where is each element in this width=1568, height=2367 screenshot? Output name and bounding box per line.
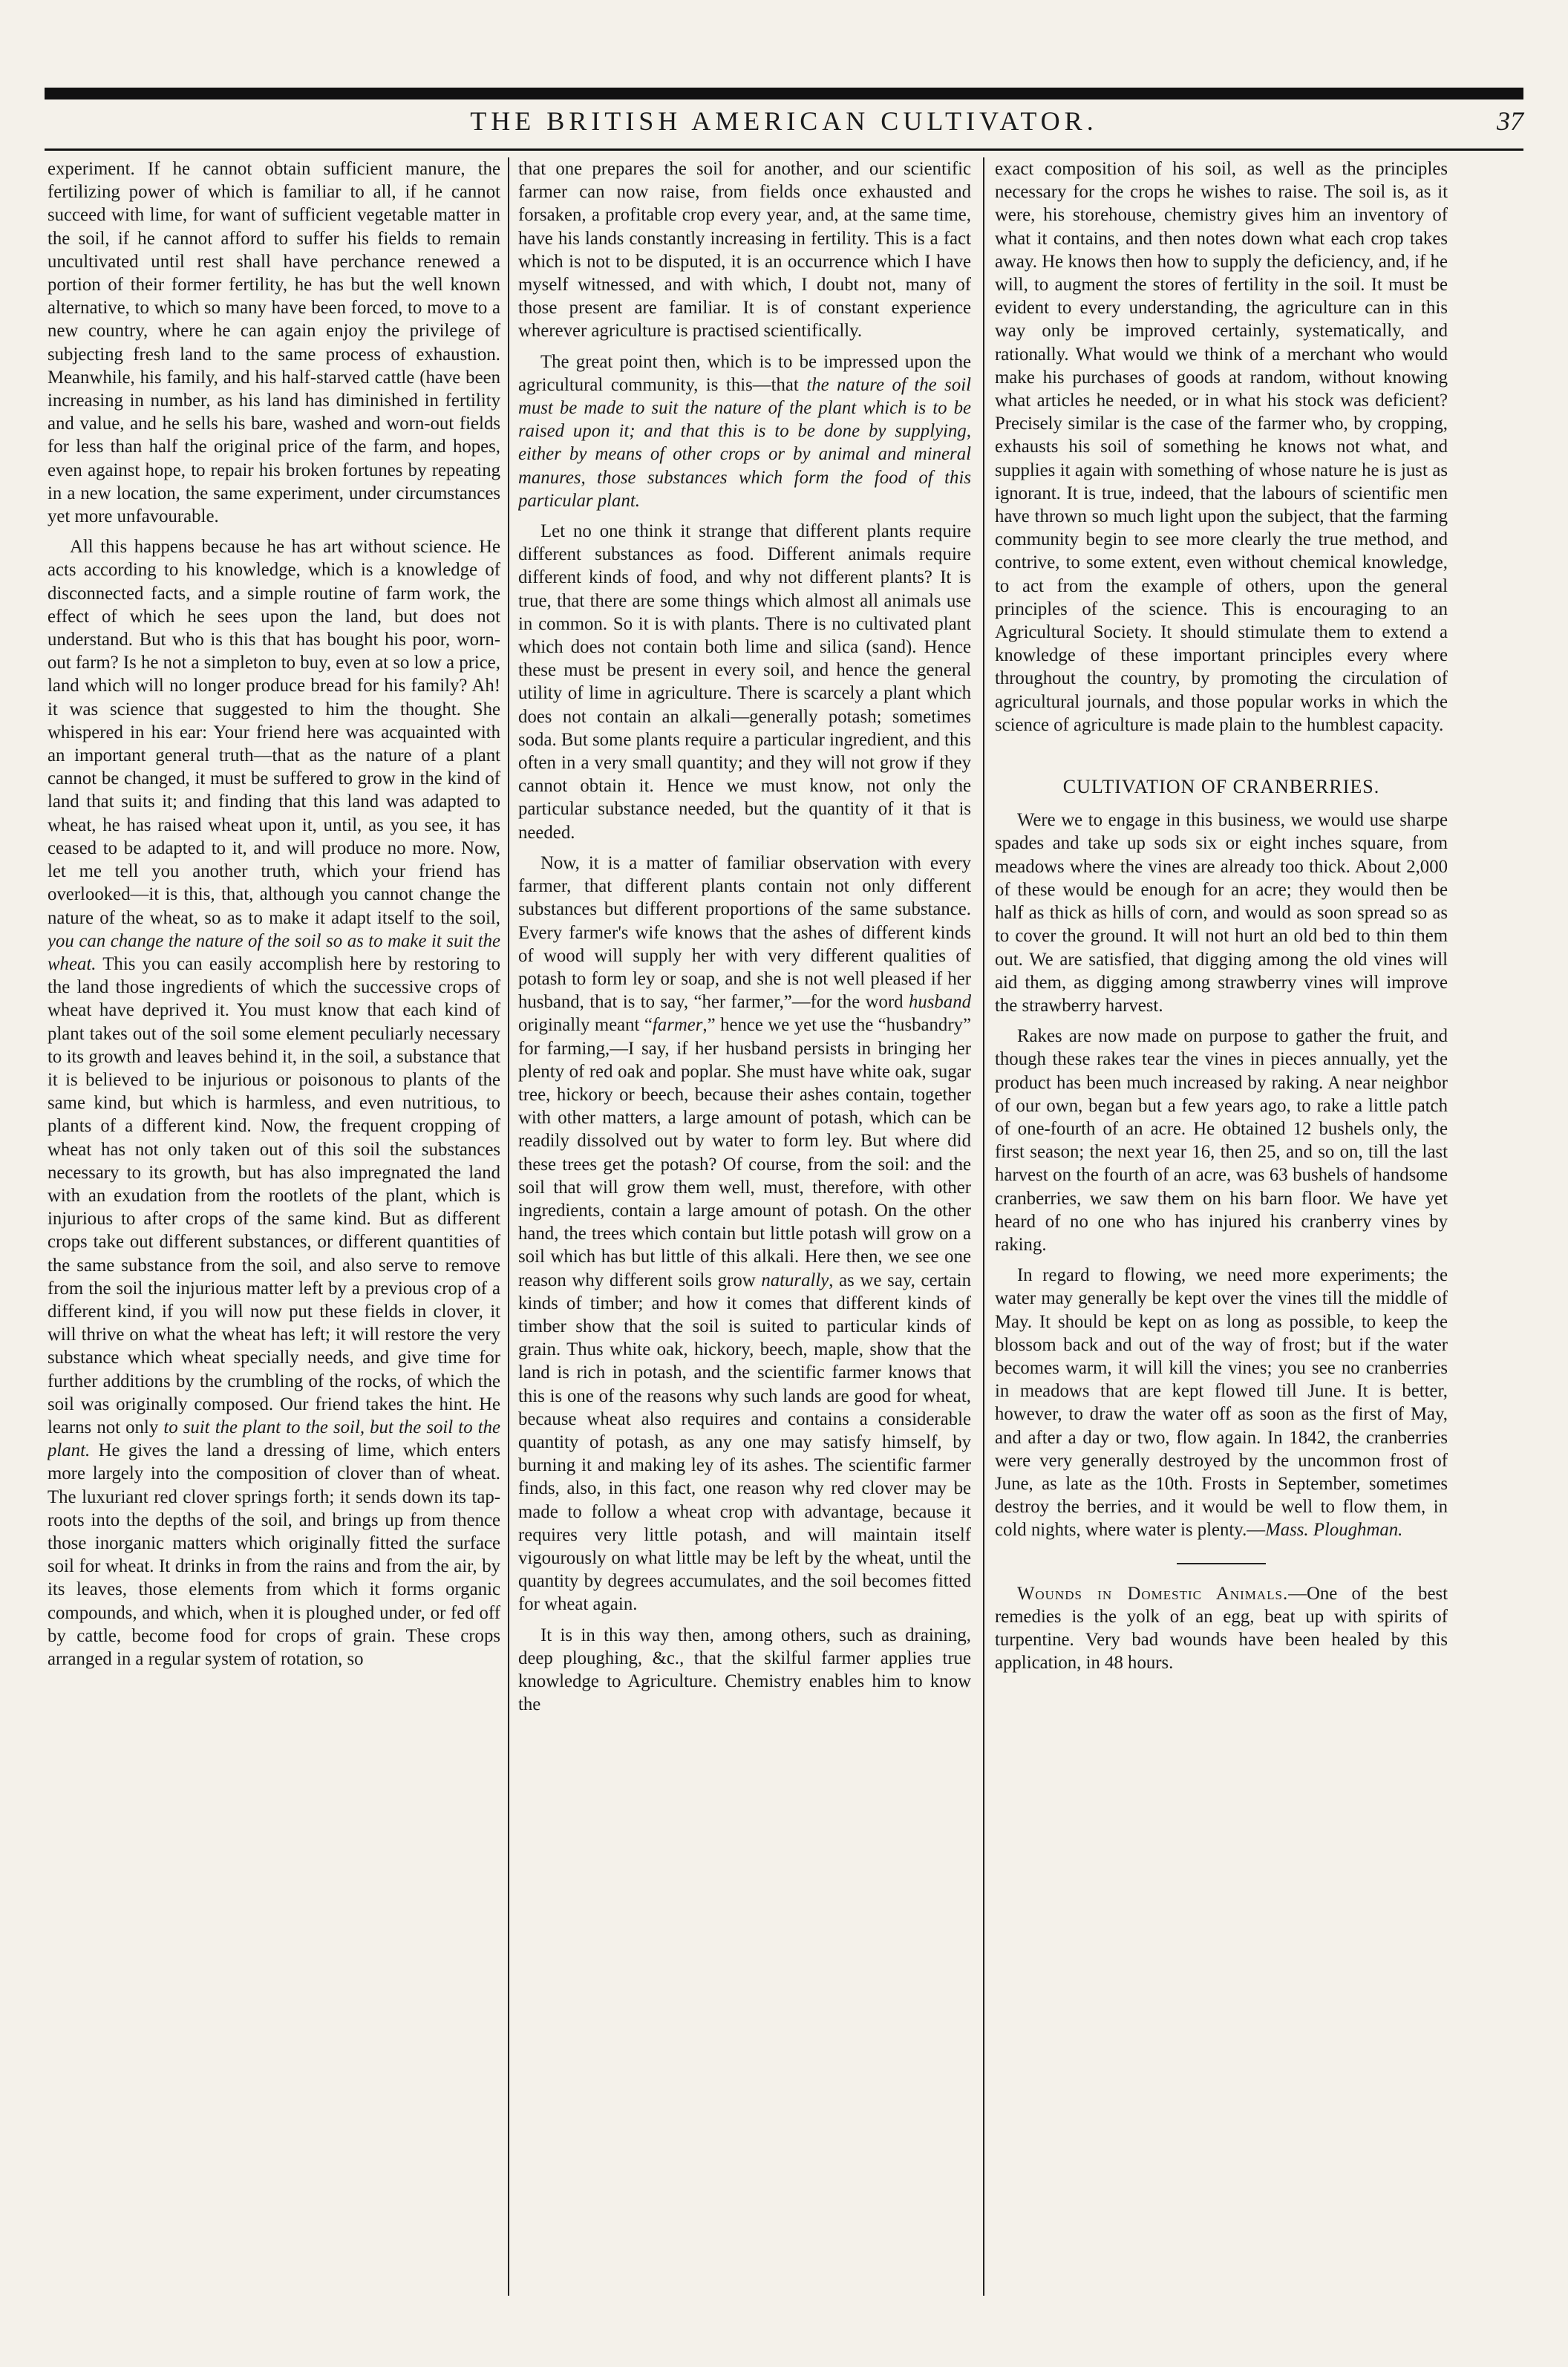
page-number: 37 (1497, 106, 1523, 136)
paragraph (995, 1264, 1448, 1541)
text-run: Now, it is a matter of familiar observation with every farmer, that different plants contain not only different substances but different proportions of the same substance. Every farmer's wife knows that the ashes of different kinds of wood will supply her with very different qualities of potash to form ley or soap, and she is not well pleased if her husband, that is to say, “her farmer,”—for the word (518, 852, 971, 1013)
column-1 (48, 157, 500, 2325)
paragraph (518, 350, 971, 512)
text-run: ,” hence we yet use the “husbandry” for farming,—I say, if her husband persists in bringing her plenty of red oak and poplar. She must have white oak, sugar tree, hickory or beech, because their ashes contain, together with other matters, a large amount of potash, which can be readily dissolved out by water to form ley. But where did these trees get the potash? Of course, from the soil: and the soil that will grow them well, must, therefore, with other ingredients, contain a large amount of potash. On the other hand, the trees which contain but little potash will grow on a soil which has but little of this alkali. Here then, we see one reason why different soils grow (518, 1015, 971, 1290)
paragraph: Let no one think it strange that different plants require different substances as food. Different animals require different kinds of food, and why not different plants? It is true, that there are some things which almost all animals use in common. So it is with plants. There is no cultivated plant which does not contain both lime and silica (sand). Hence these must be present in every soil, and hence the general utility of lime in agriculture. There is scarcely a plant which does not contain an alkali—generally potash; sometimes soda. But some plants require a particular ingredient, and this often in a very small quantity; and they will not grow if they cannot obtain it. Hence we must know, not only the particular substance needed, but the quantity of it that is needed. (518, 521, 971, 843)
column-2 (518, 157, 971, 2325)
section-heading: CULTIVATION OF CRANBERRIES. (1062, 776, 1380, 798)
paragraph (48, 535, 500, 1671)
italic-run: naturally (761, 1270, 829, 1290)
header-rule (45, 148, 1523, 151)
italic-run: the nature of the soil must be made to suit the nature of the plant which is to be raised upon it; and that this is to be done by supplying, either by means of other crops or by animal and mineral manures, those substances which form the food of this particular plant. (518, 374, 971, 511)
source-credit: Mass. Ploughman. (1265, 1520, 1403, 1541)
text-run: The great point then, which is to be impressed upon the agricultural community, is this—that (518, 351, 971, 395)
journal-title: THE BRITISH AMERICAN CULTIVATOR. (470, 106, 1098, 136)
page-header (45, 105, 1523, 150)
column-3 (995, 157, 1448, 2325)
text-run: This you can easily accomplish here by restoring to the land those ingredients of which the successive crops of wheat have deprived it. You must know that each kind of plant takes out of the soil some element peculiarly necessary to its growth and leaves behind it, in the soil, a substance that it is believed to be injurious or poisonous to plants of the same kind, but which is harmless, and even nutritious, to plants of a different kind. Now, the frequent cropping of wheat has not only taken out of this soil the substances necessary to its growth, but has also impregnated the land with an exudation from the rootlets of the plant, which is injurious to after crops of the same kind. But as different crops take out different substances, or different quantities of the same substance from the soil, and also serve to remove from the soil the injurious matter left by a previous crop of a different kind, if you will now put these fields in clover, it will thrive on what the wheat has left; it will restore the very substance which wheat specially needs, and give time for further additions by the crumbling of the rocks, of which the soil was originally composed. Our friend takes the hint. He learns not only (48, 953, 500, 1437)
section-rule (1177, 1563, 1266, 1564)
text-run: In regard to flowing, we need more experiments; the water may generally be kept over the vines till the middle of May. It should be kept on as long as possible, to keep the blossom back and out of the way of frost; but if the water becomes warm, it will kill the vines; you see no cranberries in meadows that are kept flowed till June. It is better, however, to draw the water off as soon as the first of May, and after a day or two, flow again. In 1842, the cranberries were very generally destroyed by the uncommon frost of June, as late as the 10th. Frosts in September, sometimes destroy the berries, and it would be well to flow them, in cold nights, where water is plenty.— (995, 1265, 1448, 1541)
text-run: He gives the land a dressing of lime, which enters more largely into the composition of clover than of wheat. The luxuriant red clover springs forth; it sends down its tap-roots into the depths of the soil, and brings up from thence those inorganic matters which originally fitted the surface soil for wheat. It drinks in from the rains and from the air, by its leaves, those elements from which it forms organic compounds, and which, when it is ploughed under, or fed off by cattle, become food for crops of grain. These crops arranged in a regular system of rotation, so (48, 1440, 500, 1669)
column-divider (508, 157, 509, 2296)
text-run: All this happens because he has art without science. He acts according to his knowledge, which is a knowledge of disconnected facts, and a simple routine of farm work, the effect of which he sees upon the land, but does not understand. But who is this that has bought his poor, worn-out farm? Is he not a simpleton to buy, even at so low a price, land which will no longer produce bread for his family? Ah! it was science that suggested to him the thought. She whispered in his ear: Your friend here was acquainted with an important general truth—that as the nature of a plant cannot be changed, it must be suffered to grow in the kind of land that suits it; and finding that this land was adapted to wheat, he has raised wheat upon it, until, as you see, it has ceased to be adapted to it, and will produce no more. Now, let me tell you another truth, which your friend has overlooked—it is this, that, although you cannot change the nature of the wheat, so as to make it adapt itself to the soil, (48, 537, 500, 928)
italic-run: to suit the plant to the soil, but the soil to the plant. (48, 1417, 500, 1461)
paragraph: exact composition of his soil, as well as the principles necessary for the crops he wishes to raise. The soil is, as it were, his storehouse, chemistry gives him an inventory of what it contains, and then notes down what each crop takes away. He knows then how to supply the deficiency, and, if he will, to augment the stores of fertility in the soil. It must be evident to every understanding, the agriculture can in this way only be improved certainly, systematically, and rationally. What would we think of a merchant who would make his purchases of goods at random, without knowing what articles he needed, or in what his stock was deficient? Precisely similar is the case of the farmer who, by cropping, exhausts his soil of something he knows not what, and supplies it again with something of whose nature he is just as ignorant. It is true, indeed, that the labours of scientific men have thrown so much light upon the subject, that the farming community begin to see more clearly the true method, and contrive, to some extent, even without chemical knowledge, to act from the example of others, upon the general principles of the science. This is encouraging to an Agricultural Society. It should stimulate them to extend a knowledge of these important principles every where throughout the country, by promoting the circulation of agricultural journals, and those popular works in which the science of agriculture is made plain to the humblest capacity. (995, 159, 1448, 735)
run-in-heading: Wounds in Domestic Animals. (1017, 1583, 1289, 1604)
text-run: , as we say, certain kinds of timber; and how it comes that different kinds of timber show that the soil is suited to particular kinds of grain. Thus white oak, hickory, beech, maple, show that the land is rich in potash, and the scientific farmer knows that this is one of the reasons why such lands are good for wheat, because wheat also requires and contains a considerable quantity of potash, as any one may satisfy himself, by burning it and making ley of its ashes. The scientific farmer finds, also, in this fact, one reason why red clover may be made to follow a wheat crop with advantage, because it requires very little potash, and will maintain itself vigourously on what little may be left by the wheat, until the quantity by degrees accumulates, and the soil becomes fitted for wheat again. (518, 1270, 971, 1615)
paragraph: experiment. If he cannot obtain sufficient manure, the fertilizing power of which is familiar to all, if he cannot succeed with lime, for want of sufficient vegetable matter in the soil, if he cannot afford to suffer his fields to remain uncultivated until rest shall have perchance renewed a portion of their former fertility, he has but the well known alternative, to which so many have been forced, to move to a new country, where he can again enjoy the privilege of subjecting fresh land to the same process of exhaustion. Meanwhile, his family, and his half-starved cattle (have been increasing in number, as his land has diminished in fertility and value, and he sells his bare, washed and worn-out fields for less than half the original price of the farm, and hopes, even against hope, to repair his broken fortunes by repeating in a new location, the same experiment, under circumstances yet more unfavourable. (48, 159, 500, 527)
paragraph: Were we to engage in this business, we would use sharpe spades and take up sods six or eight inches square, from meadows where the vines are already too thick. About 2,000 of these would be enough for an acre; they would then be half as thick as hills of corn, and would as soon spread so as to cover the ground. It will not hurt an old bed to thin them out. We are satisfied, that digging among the old vines will aid them, as digging among strawberry vines will improve the strawberry harvest. (995, 810, 1448, 1016)
paragraph (518, 852, 971, 1616)
paragraph (995, 1582, 1448, 1675)
text-run: —One of the best remedies is the yolk of an egg, beat up with spirits of turpentine. Very bad wounds have been healed by this application, in 48 hours. (995, 1583, 1448, 1674)
paragraph: It is in this way then, among others, such as draining, deep ploughing, &c., that the skilful farmer applies true knowledge to Agriculture. Chemistry enables him to know the (518, 1625, 971, 1715)
paragraph: Rakes are now made on purpose to gather the fruit, and though these rakes tear the vines in pieces annually, yet the product has been much increased by raking. A near neighbor of our own, began but a few years ago, to rake a little patch of one-fourth of an acre. He obtained 12 bushels only, the first season; the next year 16, then 25, and so on, till the last harvest on the fourth of an acre, was 63 bushels of handsome cranberries, we saw them on his barn floor. We have yet heard of no one who has injured his cranberry vines by raking. (995, 1026, 1448, 1255)
italic-run: husband (908, 992, 971, 1013)
italic-run: you can change the nature of the soil so as to make it suit the wheat. (48, 930, 500, 974)
top-rule (45, 88, 1523, 99)
paragraph: that one prepares the soil for another, and our scientific farmer can now raise, from fields once exhausted and forsaken, a profitable crop every year, and, at the same time, have his lands constantly increasing in fertility. This is a fact which is not to be disputed, it is an occurrence which I have myself witnessed, and with which, I doubt not, many of those present are familiar. It is of constant experience wherever agriculture is practised scientifically. (518, 159, 971, 342)
text-run: originally meant “ (518, 1015, 653, 1036)
column-divider (983, 157, 984, 2296)
italic-run: farmer (652, 1015, 703, 1036)
